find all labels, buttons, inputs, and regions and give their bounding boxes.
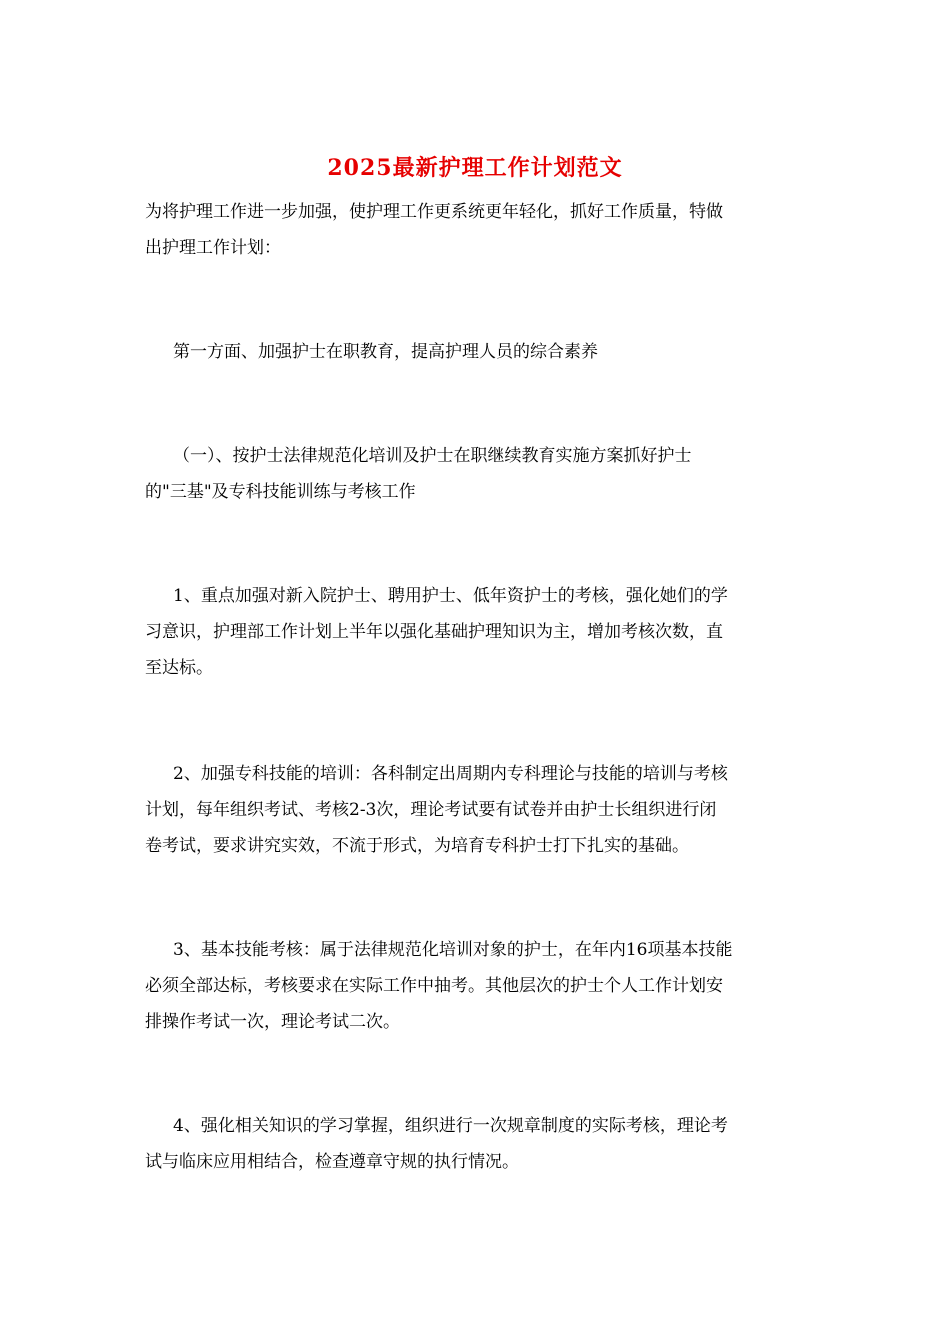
paragraph-line: 4、强化相关知识的学习掌握，组织进行一次规章制度的实际考核，理论考 <box>173 1116 728 1136</box>
paragraph-line: （一）、按护士法律规范化培训及护士在职继续教育实施方案抓好护士 <box>173 446 692 466</box>
paragraph-line: 卷考试，要求讲究实效，不流于形式，为培育专科护士打下扎实的基础。 <box>145 836 689 856</box>
paragraph-item-2 <box>145 756 805 864</box>
paragraph-line: 的"三基"及专科技能训练与考核工作 <box>145 482 416 502</box>
subsection-heading-1 <box>145 438 805 510</box>
paragraph-line: 为将护理工作进一步加强，使护理工作更系统更年轻化，抓好工作质量，特做 <box>145 202 723 222</box>
paragraph-line: 至达标。 <box>145 658 213 678</box>
paragraph-line: 1、重点加强对新入院护士、聘用护士、低年资护士的考核，强化她们的学 <box>173 586 728 606</box>
paragraph-line: 计划，每年组织考试、考核2-3次，理论考试要有试卷并由护士长组织进行闭 <box>145 800 717 820</box>
paragraph-line: 第一方面、加强护士在职教育，提高护理人员的综合素养 <box>173 342 598 362</box>
paragraph-item-4 <box>145 1108 805 1180</box>
paragraph-line: 3、基本技能考核：属于法律规范化培训对象的护士，在年内16项基本技能 <box>173 940 733 960</box>
paragraph-item-3 <box>145 932 805 1040</box>
paragraph-intro <box>145 194 805 266</box>
paragraph-line: 必须全部达标，考核要求在实际工作中抽考。其他层次的护士个人工作计划安 <box>145 976 723 996</box>
paragraph-line: 试与临床应用相结合，检查遵章守规的执行情况。 <box>145 1152 519 1172</box>
document-title: 2025最新护理工作计划范文 <box>327 155 623 181</box>
paragraph-line: 排操作考试一次，理论考试二次。 <box>145 1012 400 1032</box>
paragraph-item-1 <box>145 578 805 686</box>
paragraph-line: 2、加强专科技能的培训：各科制定出周期内专科理论与技能的培训与考核 <box>173 764 728 784</box>
paragraph-line: 习意识，护理部工作计划上半年以强化基础护理知识为主，增加考核次数，直 <box>145 622 723 642</box>
paragraph-line: 出护理工作计划： <box>145 238 281 258</box>
section-heading-1 <box>145 334 805 370</box>
